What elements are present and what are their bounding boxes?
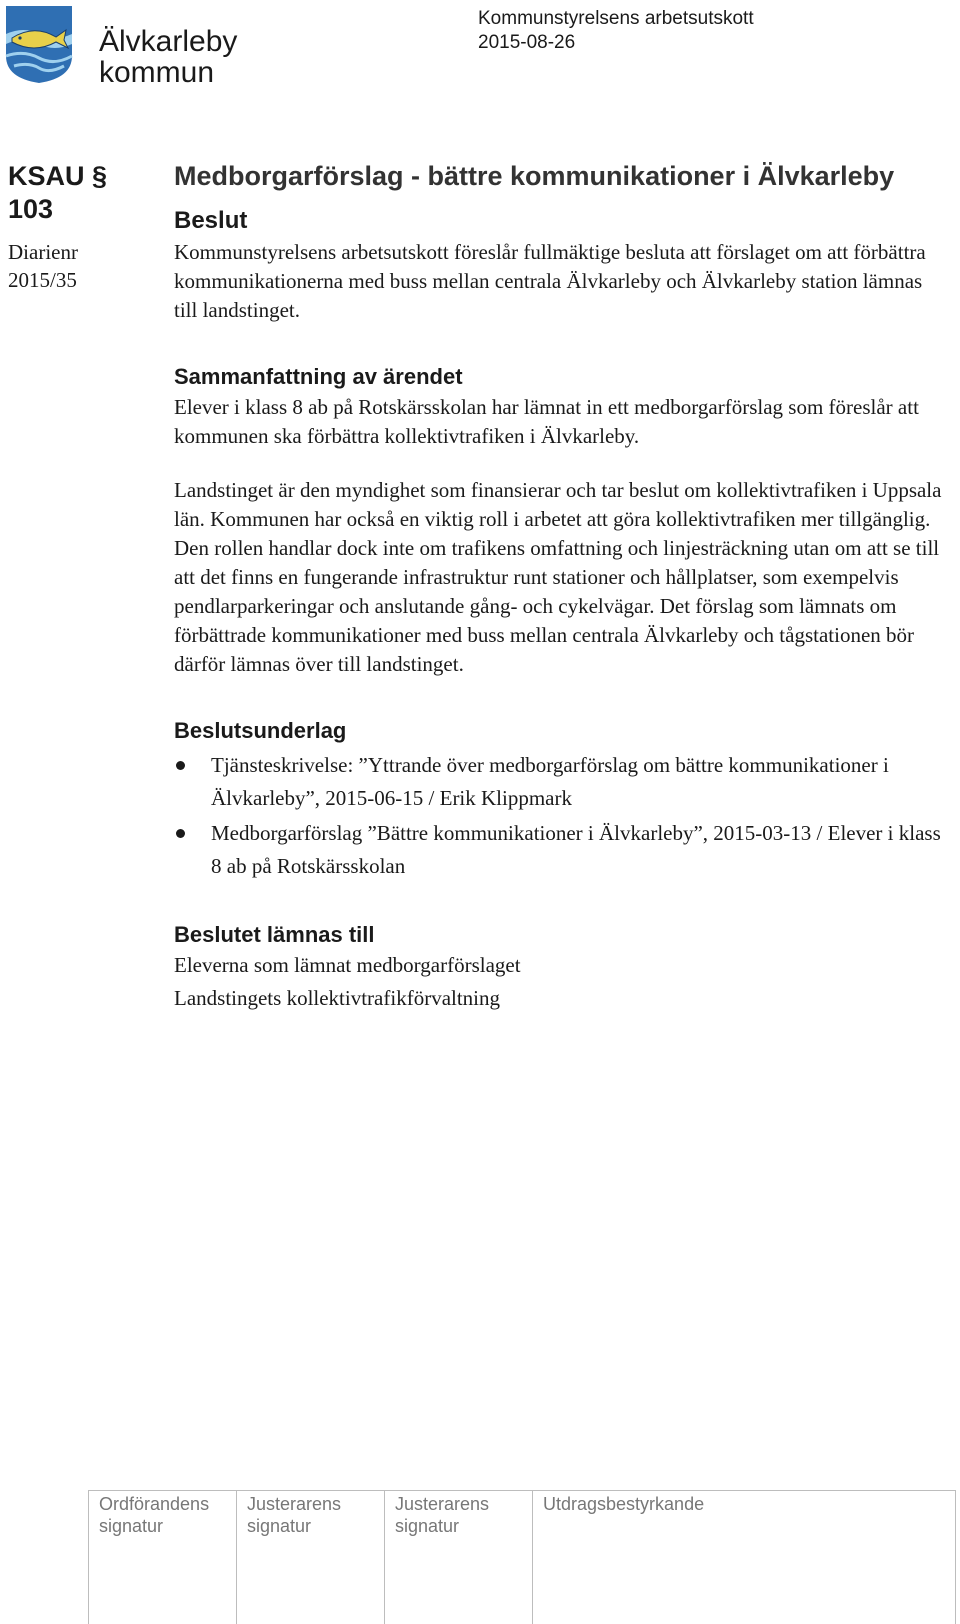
recipient-item: Eleverna som lämnat medborgarförslaget <box>174 953 521 977</box>
table-border <box>955 1491 956 1624</box>
certification-cell <box>532 1491 956 1624</box>
chair-signature-cell <box>88 1491 236 1624</box>
summary-paragraph-1: Elever i klass 8 ab på Rotskärsskolan har lämnat in ett medborgarförslag som föreslår att kommunen ska förbättra kollektivtrafiken i Älvkarleby. <box>174 395 919 448</box>
adjuster-signature-label-1: Justerarens <box>247 1494 342 1514</box>
basis-item-text: Medborgarförslag ”Bättre kommunikationer i Älvkarleby”, 2015-03-13 / Elever i klass 8 ab på Rotskärsskolan <box>211 821 941 878</box>
adjuster-signature-cell-1 <box>236 1491 384 1624</box>
organ-name: Kommunstyrelsens arbetsutskott <box>478 8 754 29</box>
main-content <box>174 160 944 1015</box>
coat-of-arms-icon <box>4 4 74 84</box>
recipient-item: Landstingets kollektivtrafikförvaltning <box>174 986 501 1010</box>
decision-heading: Beslut <box>174 207 248 234</box>
certification-label: Utdragsbestyrkande <box>543 1494 705 1514</box>
paragraph-number: KSAU § 103 <box>8 161 108 224</box>
decision-text: Kommunstyrelsens arbetsutskott föreslår fullmäktige besluta att förslaget om att förbättra kommunikationerna med buss mellan centrala Älvkarleby och Älvkarleby station lämnas till landstinget. <box>174 240 926 322</box>
recipients-heading: Beslutet lämnas till <box>174 922 375 947</box>
municipality-name-line1: Älvkarleby <box>99 25 238 58</box>
meeting-date: 2015-08-26 <box>478 32 576 53</box>
summary-paragraph-2: Landstinget är den myndighet som finansierar och tar beslut om kollektivtrafiken i Uppsala län. Kommunen har också en viktig roll i arbetet att göra kollektivtrafiken mer tillgänglig. Den rollen handlar dock inte om trafikens omfattning och linjesträckning utan om att se till att det finns en fungerande infrastruktur runt stationer och hållplatser, som exempelvis pendlarparkeringar och anslutande gång- och cykelvägar. Det förslag som lämnats om förbättrade kommunikationer med buss mellan centrala Älvkarleby och tågstationen bör därför lämnas över till landstinget. <box>174 478 942 676</box>
bullet-icon <box>176 829 185 838</box>
adjuster-signature-cell-2 <box>384 1491 532 1624</box>
list-item <box>174 817 944 883</box>
diarienr-value: 2015/35 <box>8 268 77 292</box>
chair-signature-label-2: signatur <box>99 1516 164 1536</box>
municipality-name-line2: kommun <box>99 56 215 89</box>
summary-heading: Sammanfattning av ärendet <box>174 364 463 389</box>
list-item <box>174 749 944 815</box>
adjuster-signature-label-2: signatur <box>395 1516 460 1536</box>
municipality-name <box>99 26 237 88</box>
basis-item-text: Tjänsteskrivelse: ”Yttrande över medborgarförslag om bättre kommunikationer i Älvkarleby”, 2015-06-15 / Erik Klippmark <box>211 753 889 810</box>
signature-table <box>88 1490 956 1624</box>
document-title: Medborgarförslag - bättre kommunikationer i Älvkarleby <box>174 161 895 191</box>
adjuster-signature-label-1: Justerarens <box>395 1494 490 1514</box>
bullet-icon <box>176 761 185 770</box>
adjuster-signature-label-2: signatur <box>247 1516 312 1536</box>
margin-column <box>8 160 158 294</box>
chair-signature-label-1: Ordförandens <box>99 1494 210 1514</box>
basis-heading: Beslutsunderlag <box>174 718 347 743</box>
diarienr-label: Diarienr <box>8 240 78 264</box>
municipality-logo <box>4 4 249 90</box>
basis-list <box>174 749 944 883</box>
